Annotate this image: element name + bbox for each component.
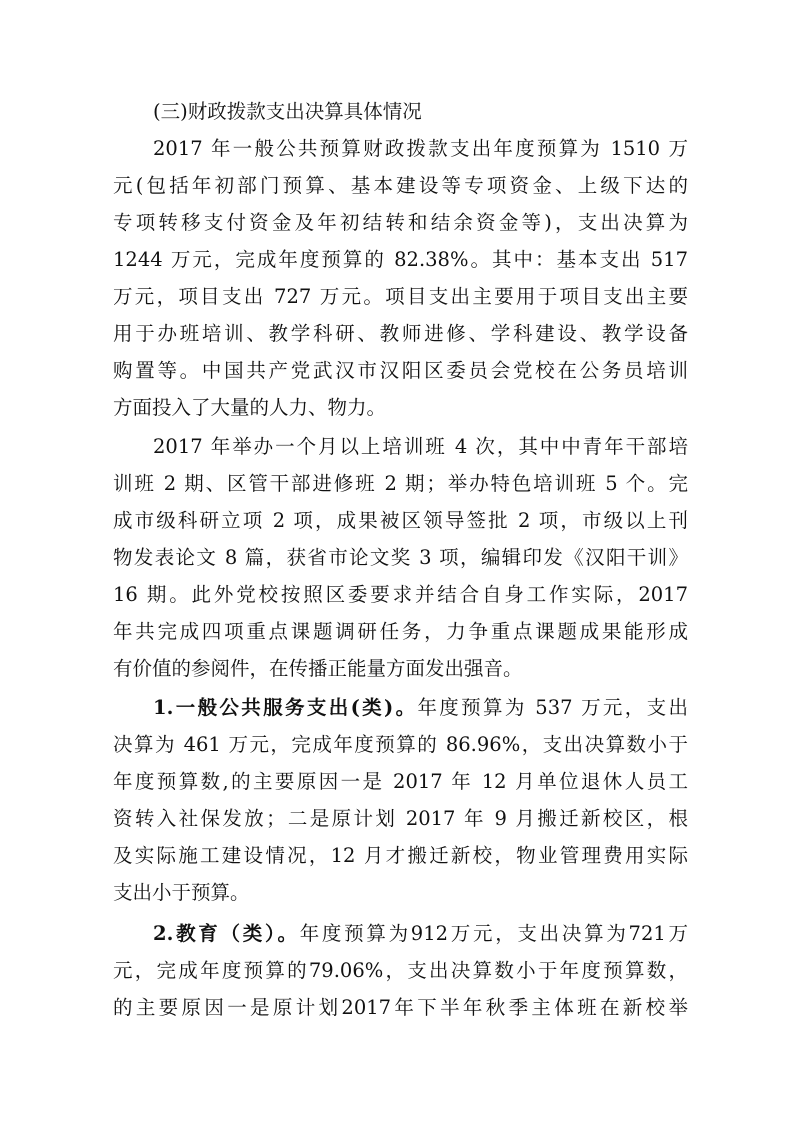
paragraph-line: 用于办班培训、教学科研、教师进修、学科建设、教学设备	[113, 322, 688, 345]
paragraph-budget-summary	[113, 130, 688, 426]
paragraph-line: 1244 万元，完成年度预算的 82.38%。其中：基本支出 517	[113, 248, 688, 271]
item-label: 1.一般公共服务支出(类)。	[153, 696, 418, 719]
paragraph-line: 专项转移支付资金及年初结转和结余资金等)，支出决算为	[113, 211, 688, 234]
item-label: 2.教育（类）。	[153, 922, 300, 945]
section-heading: (三)财政拨款支出决算具体情况	[153, 100, 422, 123]
paragraph-line	[113, 915, 688, 952]
paragraph-line: 购置等。中国共产党武汉市汉阳区委员会党校在公务员培训	[113, 359, 688, 382]
paragraph-line: 年共完成四项重点课题调研任务，力争重点课题成果能形成	[113, 620, 688, 643]
paragraph-line: 决算为 461 万元，完成年度预算的 86.96%，支出决算数小于	[113, 733, 688, 756]
item-text: 年度预算为912万元，支出决算为721万	[299, 922, 688, 945]
paragraph-line: 资转入社保发放；二是原计划 2017 年 9 月搬迁新校区，根	[113, 807, 688, 830]
paragraph-line: 的主要原因一是原计划2017年下半年秋季主体班在新校举	[113, 996, 688, 1019]
paragraph-line: 元(包括年初部门预算、基本建设等专项资金、上级下达的	[113, 174, 688, 197]
paragraph-training-activities	[113, 428, 688, 687]
paragraph-line: 元，完成年度预算的79.06%，支出决算数小于年度预算数，	[113, 959, 688, 982]
paragraph-line: 2017 年一般公共预算财政拨款支出年度预算为 1510 万	[153, 137, 688, 160]
item-general-public-services	[113, 689, 688, 911]
item-text: 年度预算为 537 万元，支出	[417, 696, 688, 719]
paragraph-line: 支出小于预算。	[113, 881, 250, 904]
paragraph-line: 16 期。此外党校按照区委要求并结合自身工作实际，2017	[113, 583, 688, 606]
paragraph-line: 及实际施工建设情况，12 月才搬迁新校，物业管理费用实际	[113, 844, 688, 867]
paragraph-line: 物发表论文 8 篇，获省市论文奖 3 项，编辑印发《汉阳干训》	[113, 546, 688, 569]
paragraph-line: 方面投入了大量的人力、物力。	[113, 396, 387, 419]
paragraph-line: 训班 2 期、区管干部进修班 2 期；举办特色培训班 5 个。完	[113, 472, 688, 495]
paragraph-line: 年度预算数,的主要原因一是 2017 年 12 月单位退休人员工	[113, 770, 688, 793]
paragraph-line: 成市级科研立项 2 项，成果被区领导签批 2 项，市级以上刊	[113, 509, 688, 532]
paragraph-line: 2017 年举办一个月以上培训班 4 次，其中中青年干部培	[153, 435, 688, 458]
paragraph-line: 有价值的参阅件，在传播正能量方面发出强音。	[113, 657, 523, 680]
document-body	[113, 93, 688, 1026]
paragraph-line: 万元，项目支出 727 万元。项目支出主要用于项目支出主要	[113, 285, 688, 308]
paragraph-line	[113, 689, 688, 726]
item-education	[113, 915, 688, 1026]
